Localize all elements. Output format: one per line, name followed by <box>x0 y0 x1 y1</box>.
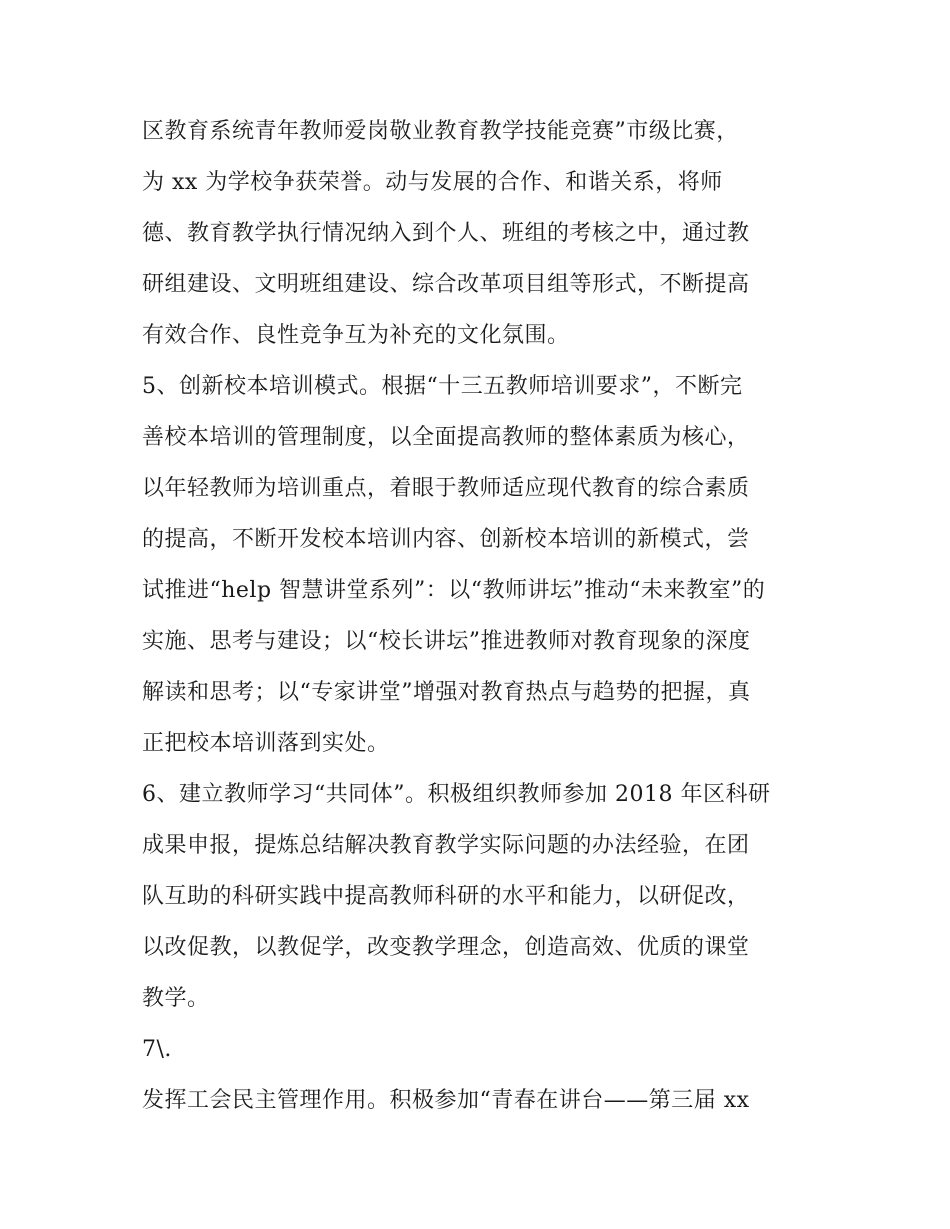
text-line: 试推进“help 智慧讲堂系列”：以“教师讲坛”推动“未来教室”的 <box>142 578 766 603</box>
text-line: 德、教育教学执行情况纳入到个人、班组的考核之中，通过教 <box>142 221 750 246</box>
text-line: 实施、思考与建设；以“校长讲坛”推进教师对教育现象的深度 <box>142 629 751 654</box>
text-line: 教学。 <box>142 986 210 1011</box>
text-line: 5、创新校本培训模式。根据“十三五教师培训要求”，不断完 <box>142 374 743 399</box>
text-line: 的提高，不断开发校本培训内容、创新校本培训的新模式，尝 <box>142 527 750 552</box>
text-line: 发挥工会民主管理作用。积极参加“青春在讲台——第三届 xx <box>142 1088 750 1113</box>
text-line: 成果申报，提炼总结解决教育教学实际问题的办法经验，在团 <box>142 833 750 858</box>
text-line: 7\. <box>142 1037 172 1062</box>
text-line: 队互助的科研实践中提高教师科研的水平和能力，以研促改， <box>142 884 750 909</box>
document-body <box>142 106 822 1126</box>
text-line: 为 xx 为学校争获荣誉。动与发展的合作、和谐关系，将师 <box>142 170 723 195</box>
text-line: 正把校本培训落到实处。 <box>142 731 390 756</box>
text-line: 有效合作、良性竞争互为补充的文化氛围。 <box>142 323 570 348</box>
text-line: 以改促教，以教促学，改变教学理念，创造高效、优质的课堂 <box>142 935 750 960</box>
text-line: 6、建立教师学习“共同体”。积极组织教师参加 2018 年区科研 <box>142 782 771 807</box>
text-line: 解读和思考；以“专家讲堂”增强对教育热点与趋势的把握，真 <box>142 680 751 705</box>
text-line: 区教育系统青年教师爱岗敬业教育教学技能竞赛”市级比赛， <box>142 119 739 144</box>
text-line: 研组建设、文明班组建设、综合改革项目组等形式，不断提高 <box>142 272 750 297</box>
text-line: 善校本培训的管理制度，以全面提高教师的整体素质为核心， <box>142 425 750 450</box>
text-line: 以年轻教师为培训重点，着眼于教师适应现代教育的综合素质 <box>142 476 750 501</box>
